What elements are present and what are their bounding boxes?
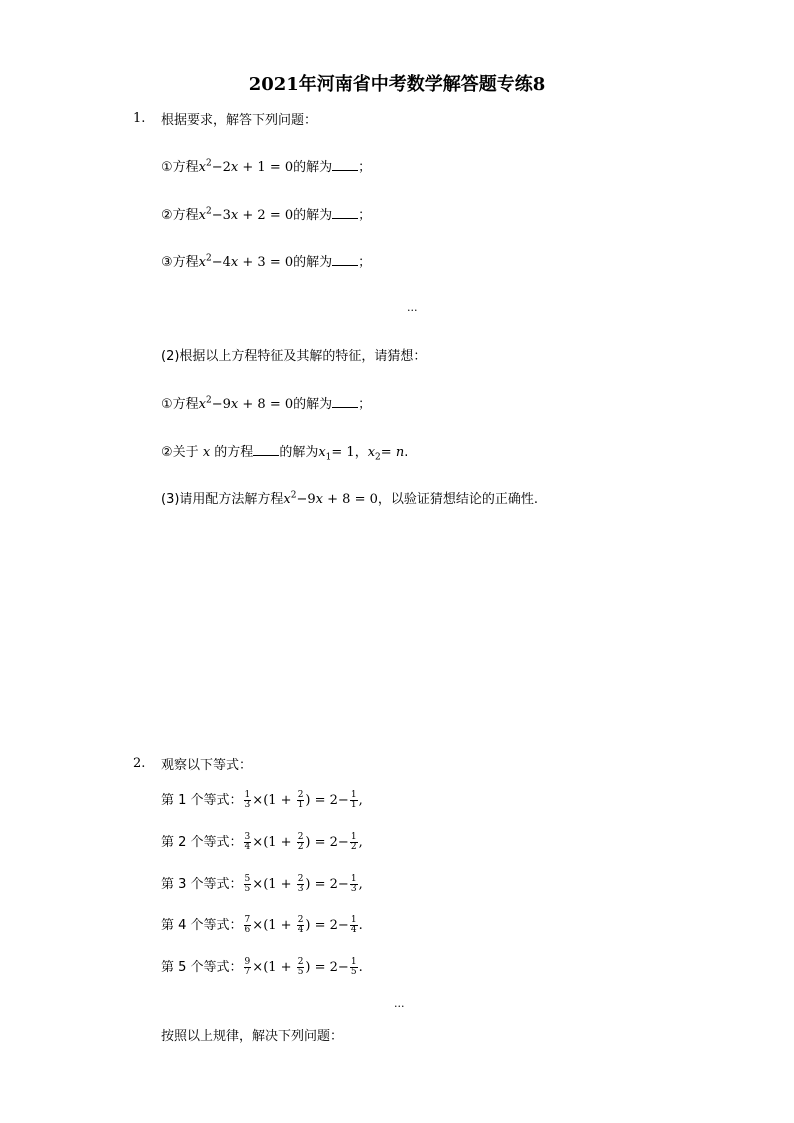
fraction-r: $\frac{1}{2}$ xyxy=(350,832,357,852)
answer-blank xyxy=(332,396,358,408)
p2-eq1-b: −9 xyxy=(211,397,231,412)
q2-equation-row xyxy=(161,789,363,810)
text-de-fangcheng: 的方程 xyxy=(214,445,254,460)
semicolon: ； xyxy=(358,255,372,270)
q1-part2-equation-1: ①方程$x^2-9x + 8 = 0$的解为 ； xyxy=(161,395,372,412)
answer-blank xyxy=(332,254,358,266)
eq2-c: + 2 = 0 xyxy=(242,208,294,223)
open-paren: (1 + xyxy=(263,835,296,850)
q2-equation-row xyxy=(161,831,363,852)
fraction-b: $\frac{2}{4}$ xyxy=(297,915,304,935)
q1-equation-3: ③方程$x^2-4x + 3 = 0$的解为 ； xyxy=(161,253,372,270)
times-sign: × xyxy=(252,793,264,808)
q1-part2-equation-2: ②关于 x 的方程 的解为$x_1= 1$，$x_2= n$. xyxy=(161,445,409,463)
open-paren: (1 + xyxy=(263,960,296,975)
x1-value: = 1， xyxy=(331,445,368,460)
x2-value: n xyxy=(395,445,405,460)
row-end: , xyxy=(358,877,363,892)
row-label: 第 1 个等式： xyxy=(161,793,243,808)
text-fangcheng: 方程 xyxy=(172,255,199,270)
row-label: 第 3 个等式： xyxy=(161,877,243,892)
eq1-c: + 1 = 0 xyxy=(242,160,294,175)
fraction-r: $\frac{1}{1}$ xyxy=(350,790,357,810)
ellipsis: ... xyxy=(394,997,405,1010)
semicolon: ； xyxy=(358,160,372,175)
close-paren: ) = 2− xyxy=(305,960,349,975)
text-fangcheng: 方程 xyxy=(172,208,199,223)
text-answer-suffix: 的解为 xyxy=(293,208,333,223)
part3-eq-c: + 8 = 0 xyxy=(327,492,378,507)
circle-number-2: ② xyxy=(161,445,173,460)
fraction-a: $\frac{9}{7}$ xyxy=(244,957,251,977)
row-label: 第 2 个等式： xyxy=(161,835,243,850)
row-label: 第 4 个等式： xyxy=(161,918,243,933)
times-sign: × xyxy=(252,918,264,933)
ellipsis: ... xyxy=(407,301,418,314)
text-guanyu: 关于 xyxy=(172,445,199,460)
fraction-b: $\frac{2}{1}$ xyxy=(297,790,304,810)
text-answer-suffix: 的解为 xyxy=(293,255,333,270)
part3-text-b: ，以验证猜想结论的正确性. xyxy=(377,492,539,507)
q1-equation-1: ①方程$x^2-2x + 1 = 0$的解为 ； xyxy=(161,158,372,175)
circle-number-1: ① xyxy=(161,397,173,412)
answer-blank xyxy=(253,444,279,456)
text-de-jiewei: 的解为 xyxy=(279,445,319,460)
period: . xyxy=(404,445,409,460)
fraction-r: $\frac{1}{5}$ xyxy=(350,957,357,977)
part3-text-a: (3)请用配方法解方程 xyxy=(161,492,284,507)
times-sign: × xyxy=(252,835,264,850)
fraction-a: $\frac{3}{4}$ xyxy=(244,832,251,852)
circle-number-2: ② xyxy=(161,208,173,223)
close-paren: ) = 2− xyxy=(305,793,349,808)
q2-equation-row xyxy=(161,956,363,977)
x2-eq: = xyxy=(380,445,396,460)
fraction-r: $\frac{1}{4}$ xyxy=(350,915,357,935)
open-paren: (1 + xyxy=(263,877,296,892)
row-end: . xyxy=(358,960,363,975)
text-fangcheng: 方程 xyxy=(172,397,199,412)
eq1-b: −2 xyxy=(211,160,231,175)
row-end: . xyxy=(358,918,363,933)
text-answer-suffix: 的解为 xyxy=(293,160,333,175)
text-answer-suffix: 的解为 xyxy=(293,397,333,412)
fraction-b: $\frac{2}{3}$ xyxy=(297,874,304,894)
answer-blank xyxy=(332,207,358,219)
fraction-a: $\frac{5}{5}$ xyxy=(244,874,251,894)
close-paren: ) = 2− xyxy=(305,918,349,933)
question-2-number: 2. xyxy=(133,756,146,771)
circle-number-3: ③ xyxy=(161,255,173,270)
eq3-c: + 3 = 0 xyxy=(242,255,294,270)
open-paren: (1 + xyxy=(263,918,296,933)
part3-eq-b: −9 xyxy=(296,492,316,507)
p2-eq1-c: + 8 = 0 xyxy=(242,397,294,412)
close-paren: ) = 2− xyxy=(305,877,349,892)
fraction-b: $\frac{2}{2}$ xyxy=(297,832,304,852)
fraction-r: $\frac{1}{3}$ xyxy=(350,874,357,894)
q1-part-3: (3)请用配方法解方程$x^2-9x + 8 = 0$，以验证猜想结论的正确性. xyxy=(161,490,539,507)
eq3-b: −4 xyxy=(211,255,231,270)
fraction-a: $\frac{1}{3}$ xyxy=(244,790,251,810)
row-end: , xyxy=(358,835,363,850)
close-paren: ) = 2− xyxy=(305,835,349,850)
q2-equation-row xyxy=(161,914,363,935)
semicolon: ； xyxy=(358,397,372,412)
fraction-b: $\frac{2}{5}$ xyxy=(297,957,304,977)
open-paren: (1 + xyxy=(263,793,296,808)
text-fangcheng: 方程 xyxy=(172,160,199,175)
q1-equation-2: ②方程$x^2-3x + 2 = 0$的解为 ； xyxy=(161,206,372,223)
row-end: , xyxy=(358,793,363,808)
question-1-intro: 根据要求，解答下列问题： xyxy=(161,113,318,128)
question-2-outro: 按照以上规律，解决下列问题： xyxy=(161,1029,344,1044)
eq2-b: −3 xyxy=(211,208,231,223)
question-1-number: 1. xyxy=(133,111,146,126)
times-sign: × xyxy=(252,877,264,892)
q1-part-2: (2)根据以上方程特征及其解的特征，请猜想： xyxy=(161,349,427,364)
fraction-a: $\frac{7}{6}$ xyxy=(244,915,251,935)
q2-equation-row xyxy=(161,873,363,894)
question-2-intro: 观察以下等式： xyxy=(161,758,253,773)
row-label: 第 5 个等式： xyxy=(161,960,243,975)
page-title: 2021年河南省中考数学解答题专练8 xyxy=(248,74,546,95)
answer-blank xyxy=(332,159,358,171)
semicolon: ； xyxy=(358,208,372,223)
circle-number-1: ① xyxy=(161,160,173,175)
times-sign: × xyxy=(252,960,264,975)
